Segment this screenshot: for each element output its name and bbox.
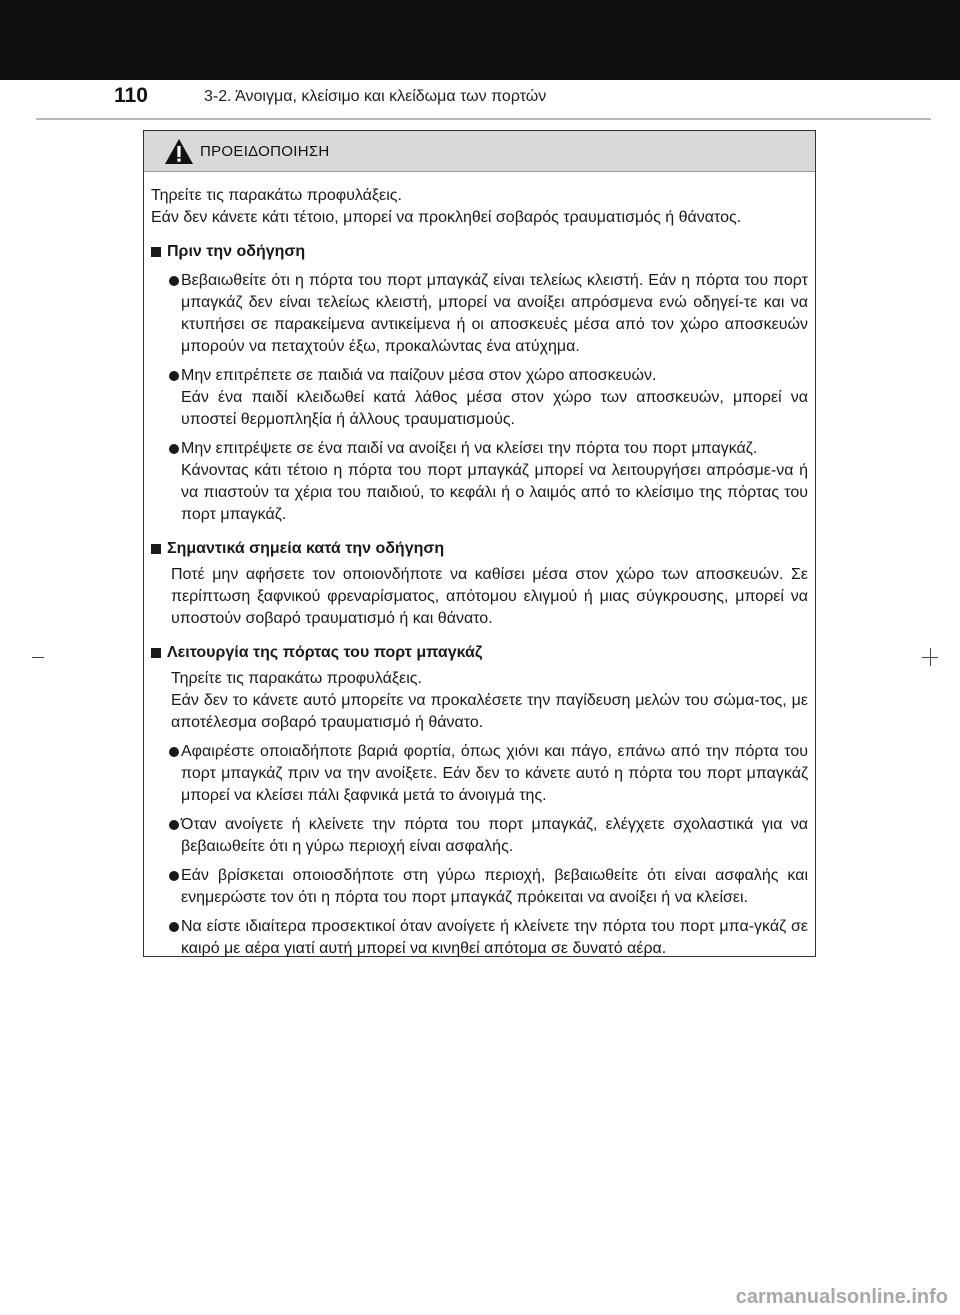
list-item bbox=[151, 865, 808, 909]
warning-box bbox=[143, 130, 816, 957]
list-item-text: Εάν βρίσκεται οποιοσδήποτε στη γύρω περιοχή, βεβαιωθείτε ότι είναι ασφαλής και ενημερώστε τον ότι η πόρτα του πορτ μπαγκάζ πρόκειται να ανοίξει ή να κλείσει. bbox=[181, 867, 808, 906]
list-item bbox=[151, 438, 808, 526]
list-item-text: Όταν ανοίγετε ή κλείνετε την πόρτα του πορτ μπαγκάζ, ελέγχετε σχολαστικά για να βεβαιωθείτε ότι η γύρω περιοχή είναι ασφαλής. bbox=[181, 816, 808, 855]
round-bullet-icon bbox=[169, 371, 179, 381]
chapter-title: 3-2. Άνοιγμα, κλείσιμο και κλείδωμα των πορτών bbox=[204, 88, 547, 105]
round-bullet-icon bbox=[169, 922, 179, 932]
paragraph-line: Εάν δεν το κάνετε αυτό μπορείτε να προκαλέσετε την παγίδευση μελών του σώμα-τος, με αποτέλεσμα σοβαρό τραυματισμό ή θάνατο. bbox=[171, 692, 808, 731]
section-heading-text: Σημαντικά σημεία κατά την οδήγηση bbox=[167, 540, 445, 557]
list-item-text: Βεβαιωθείτε ότι η πόρτα του πορτ μπαγκάζ είναι τελείως κλειστή. Εάν η πόρτα του πορτ μπαγκάζ δεν είναι τελείως κλειστή, μπορεί να ανοίξει απρόσμενα ενώ οδηγεί-τε και να κτυπήσει σε παρακείμενα αντικείμενα ή οι αποσκευές μέσα από τον χώρο αποσκευών μπορούν να πεταχτούν έξω, προκαλώντας ένα ατύχημα. bbox=[181, 272, 808, 355]
list-item-text: Αφαιρέστε οποιαδήποτε βαριά φορτία, όπως χιόνι και πάγο, επάνω από την πόρτα του πορτ μπαγκάζ πριν να την ανοίξετε. Εάν δεν το κάνετε αυτό η πόρτα του πορτ μπαγκάζ μπορεί να κλείσει πάλι ξαφνικά μετά το άνοιγμά της. bbox=[181, 743, 808, 804]
list-item bbox=[151, 741, 808, 807]
round-bullet-icon bbox=[169, 820, 179, 830]
crop-mark bbox=[930, 648, 931, 666]
list-item bbox=[151, 814, 808, 858]
warning-body bbox=[144, 172, 815, 960]
round-bullet-icon bbox=[169, 276, 179, 286]
list-item bbox=[151, 365, 808, 431]
list-item-text: Εάν ένα παιδί κλειδωθεί κατά λάθος μέσα στον χώρο των αποσκευών, μπορεί να υποστεί θερμοπληξία ή άλλους τραυματισμούς. bbox=[181, 389, 808, 428]
warning-title: ΠΡΟΕΙΔΟΠΟΙΗΣΗ bbox=[200, 142, 330, 160]
warning-header bbox=[144, 131, 815, 172]
list-item-text: Μην επιτρέπετε σε παιδιά να παίζουν μέσα στον χώρο αποσκευών. bbox=[181, 367, 657, 384]
square-bullet-icon bbox=[151, 648, 161, 658]
intro-line: Εάν δεν κάνετε κάτι τέτοιο, μπορεί να προκληθεί σοβαρός τραυματισμός ή θάνατος. bbox=[151, 209, 742, 226]
warning-intro bbox=[151, 185, 808, 229]
paragraph-line: Τηρείτε τις παρακάτω προφυλάξεις. bbox=[171, 670, 422, 687]
intro-line: Τηρείτε τις παρακάτω προφυλάξεις. bbox=[151, 187, 402, 204]
section-heading bbox=[151, 241, 808, 263]
square-bullet-icon bbox=[151, 247, 161, 257]
list-item-text: Κάνοντας κάτι τέτοιο η πόρτα του πορτ μπαγκάζ μπορεί να λειτουργήσει απρόσμε-να ή να πιαστούν τα χέρια του παιδιού, το κεφάλι ή ο λαιμός από το κλείσιμο της πόρτας του πορτ μπαγκάζ. bbox=[181, 462, 808, 523]
round-bullet-icon bbox=[169, 444, 179, 454]
list-item-text: Να είστε ιδιαίτερα προσεκτικοί όταν ανοίγετε ή κλείνετε την πόρτα του πορτ μπα-γκάζ σε καιρό με αέρα γιατί αυτή μπορεί να κινηθεί απότομα σε δυνατό αέρα. bbox=[181, 918, 808, 957]
section-heading-text: Λειτουργία της πόρτας του πορτ μπαγκάζ bbox=[167, 644, 483, 661]
header-divider bbox=[36, 118, 931, 120]
square-bullet-icon bbox=[151, 544, 161, 554]
section-paragraph bbox=[171, 668, 808, 734]
crop-mark bbox=[32, 657, 44, 658]
round-bullet-icon bbox=[169, 747, 179, 757]
list-item bbox=[151, 270, 808, 358]
section-heading-text: Πριν την οδήγηση bbox=[167, 243, 306, 260]
section-paragraph: Ποτέ μην αφήσετε τον οποιονδήποτε να καθίσει μέσα στον χώρο των αποσκευών. Σε περίπτωση ξαφνικού φρεναρίσματος, απότομου ελιγμού ή μιας σύγκρουσης, μπορεί να υποστούν σοβαρό τραυματισμό ή και θάνατο. bbox=[171, 566, 808, 627]
section-heading bbox=[151, 642, 808, 664]
list-item-text: Μην επιτρέψετε σε ένα παιδί να ανοίξει ή να κλείσει την πόρτα του πορτ μπαγκάζ. bbox=[181, 440, 758, 457]
section-heading bbox=[151, 538, 808, 560]
top-black-band bbox=[0, 0, 960, 80]
round-bullet-icon bbox=[169, 871, 179, 881]
warning-triangle-icon bbox=[164, 138, 194, 165]
list-item bbox=[151, 916, 808, 960]
page-number: 110 bbox=[114, 84, 148, 107]
page-header bbox=[0, 80, 960, 120]
watermark: carmanualsonline.info bbox=[735, 1286, 948, 1308]
